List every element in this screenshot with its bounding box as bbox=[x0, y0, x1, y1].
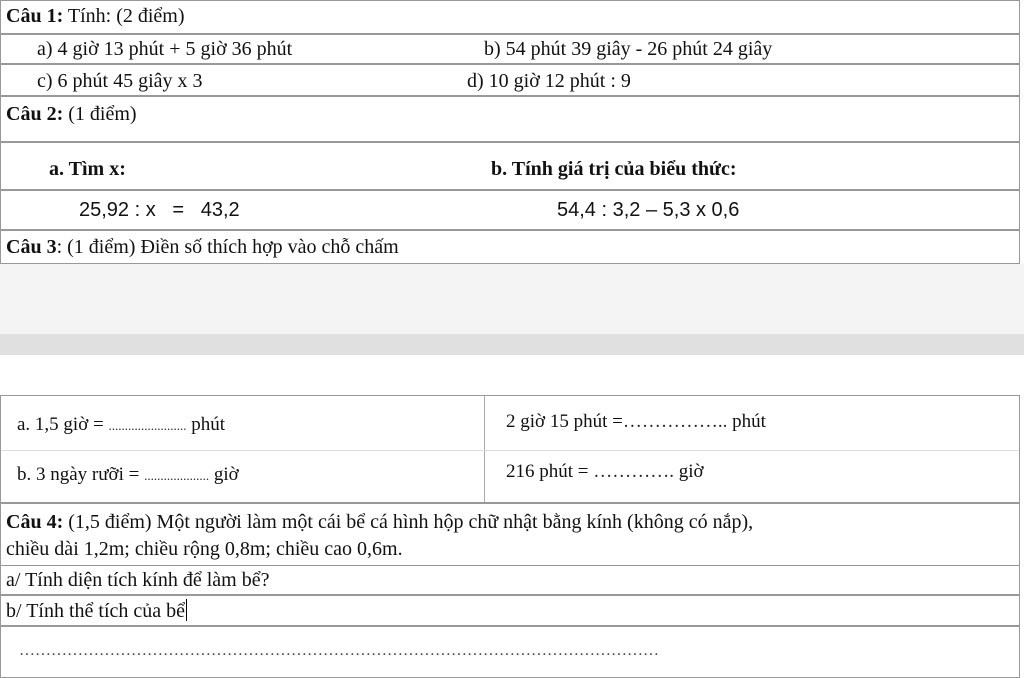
q1-item-d: d) 10 giờ 12 phút : 9 bbox=[467, 70, 631, 92]
q3-item-b-left bbox=[17, 463, 239, 488]
q1-title bbox=[6, 4, 185, 28]
q1-item-b: b) 54 phút 39 giây - 26 phút 24 giây bbox=[484, 38, 773, 60]
q3-item-a-left bbox=[17, 413, 225, 438]
q3-table-row-divider bbox=[1, 450, 1019, 451]
q3-b-right-prefix: 216 phút = bbox=[506, 461, 594, 482]
document-top-section bbox=[0, 0, 1024, 264]
q3-title-bold: Câu 3 bbox=[6, 236, 57, 258]
q3-table-divider bbox=[484, 396, 485, 502]
q3-a-left-prefix: a. 1,5 giờ = bbox=[17, 414, 109, 435]
q2-label-b: b. Tính giá trị của biểu thức: bbox=[491, 158, 737, 180]
q4-answer-dots: ………………………………………………………………………………………………………… bbox=[19, 642, 659, 659]
q2-labels-row bbox=[0, 142, 1020, 190]
q3-a-left-unit: phút bbox=[186, 414, 226, 435]
q3-b-left-unit: giờ bbox=[209, 464, 239, 485]
q4-title-block bbox=[0, 503, 1020, 565]
q3-a-left-dots: ........................ bbox=[108, 418, 187, 433]
q4-line-1 bbox=[6, 510, 753, 534]
q4-line-2: chiều dài 1,2m; chiều rộng 0,8m; chiều cao 0,6m. bbox=[6, 538, 403, 560]
q3-title-rest: : (1 điểm) Điền số thích hợp vào chỗ chấm bbox=[56, 236, 399, 258]
q3-title bbox=[6, 235, 399, 259]
page-separator-band bbox=[0, 334, 1024, 355]
q4-part-b-row bbox=[0, 595, 1020, 626]
q1-title-bold: Câu 1: bbox=[6, 5, 64, 27]
q1-title-rest: Tính: (2 điểm) bbox=[63, 5, 185, 27]
q1-title-row bbox=[0, 0, 1020, 34]
q4-answer-row bbox=[0, 626, 1020, 678]
q3-item-b-right bbox=[506, 460, 704, 484]
q2-title-rest: (1 điểm) bbox=[63, 103, 137, 125]
q2-expression-b: 54,4 : 3,2 – 5,3 x 0,6 bbox=[557, 199, 740, 221]
text-cursor bbox=[186, 599, 187, 621]
q4-part-a: a/ Tính diện tích kính để làm bể? bbox=[6, 569, 270, 591]
q4-title-bold: Câu 4: bbox=[6, 511, 64, 533]
q2-expression-a: 25,92 : x = 43,2 bbox=[79, 199, 240, 221]
document-bottom-section bbox=[0, 355, 1024, 678]
q1-item-a: a) 4 giờ 13 phút + 5 giờ 36 phút bbox=[37, 38, 293, 60]
q3-a-right-prefix: 2 giờ 15 phút = bbox=[506, 411, 623, 432]
q4-part-b-text: b/ Tính thể tích của bể bbox=[6, 600, 186, 622]
q3-b-right-dots: …………. bbox=[593, 461, 674, 482]
q2-exprs-row bbox=[0, 190, 1020, 230]
q1-row-ab bbox=[0, 34, 1020, 64]
q2-title bbox=[6, 102, 137, 126]
q4-part-b bbox=[6, 599, 187, 623]
q2-title-bold: Câu 2: bbox=[6, 103, 64, 125]
q3-b-right-unit: giờ bbox=[674, 461, 704, 482]
q1-row-cd bbox=[0, 64, 1020, 96]
q3-b-left-prefix: b. 3 ngày rưỡi = bbox=[17, 464, 145, 485]
q3-fill-table bbox=[0, 395, 1020, 503]
q3-a-right-dots: …………….. bbox=[622, 411, 728, 432]
q3-a-right-unit: phút bbox=[727, 411, 766, 432]
q4-part-a-row bbox=[0, 565, 1020, 595]
q3-title-row bbox=[0, 230, 1020, 264]
q3-item-a-right bbox=[506, 410, 766, 434]
q2-title-row bbox=[0, 96, 1020, 142]
q1-item-c: c) 6 phút 45 giây x 3 bbox=[37, 70, 203, 92]
q2-label-a: a. Tìm x: bbox=[49, 158, 126, 180]
q4-line-1-text: (1,5 điểm) Một người làm một cái bể cá hình hộp chữ nhật bằng kính (không có nắp), bbox=[63, 511, 754, 533]
q3-b-left-dots: .................... bbox=[144, 468, 210, 483]
